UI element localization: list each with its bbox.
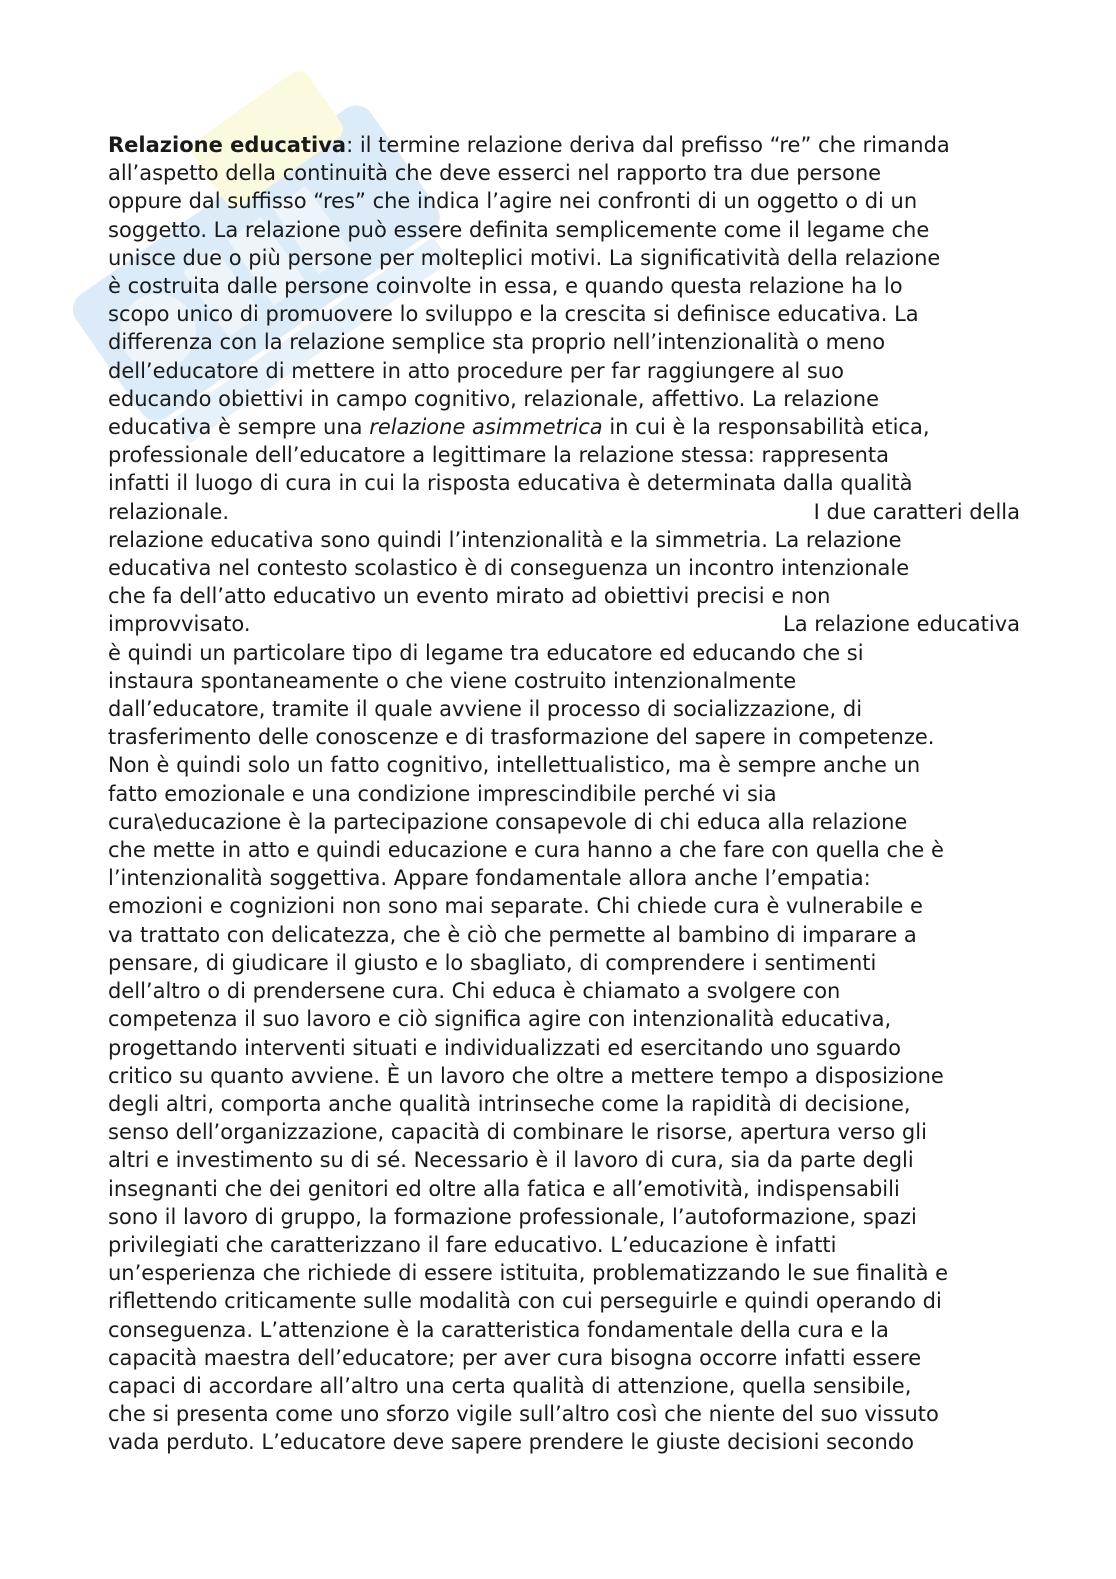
text-line: oppure dal suffisso “res” che indica l’agire nei confronti di un oggetto o di un	[108, 189, 918, 214]
text-line: è costruita dalle persone coinvolte in essa, e quando questa relazione ha lo	[108, 274, 903, 299]
text-line: un’esperienza che richiede di essere istituita, problematizzando le sue finalità e	[108, 1261, 949, 1286]
text-line: dell’altro o di prendersene cura. Chi educa è chiamato a svolgere con	[108, 979, 841, 1004]
text-line: degli altri, comporta anche qualità intrinseche come la rapidità di decisione,	[108, 1091, 911, 1116]
text-line: relazione educativa sono quindi l’intenzionalità e la simmetria. La relazione	[108, 527, 902, 552]
text-line: educando obiettivi in campo cognitivo, relazionale, affettivo. La relazione	[108, 386, 879, 411]
text-fragment: relazionale.	[108, 499, 230, 524]
text-fragment: in cui è la responsabilità etica,	[602, 415, 930, 440]
text-line: capacità maestra dell’educatore; per aver cura bisogna occorre infatti essere	[108, 1345, 922, 1370]
document-body	[108, 131, 1020, 1457]
text-fragment: La relazione educativa	[783, 612, 1020, 637]
text-line: conseguenza. L’attenzione è la caratteristica fondamentale della cura e la	[108, 1317, 889, 1342]
text-line	[108, 498, 1020, 526]
text-line: all’aspetto della continuità che deve esserci nel rapporto tra due persone	[108, 161, 882, 186]
text-line: l’intenzionalità soggettiva. Appare fondamentale allora anche l’empatia:	[108, 866, 871, 891]
text-line: fatto emozionale e una condizione imprescindibile perché vi sia	[108, 781, 777, 806]
text-line: senso dell’organizzazione, capacità di combinare le risorse, apertura verso gli	[108, 1120, 927, 1145]
text-line: vada perduto. L’educatore deve sapere prendere le giuste decisioni secondo	[108, 1430, 914, 1455]
text-line: emozioni e cognizioni non sono mai separate. Chi chiede cura è vulnerabile e	[108, 894, 923, 919]
text-line: infatti il luogo di cura in cui la risposta educativa è determinata dalla qualità	[108, 471, 913, 496]
text-line: pensare, di giudicare il giusto e lo sbagliato, di comprendere i sentimenti	[108, 950, 877, 975]
text-line: cura\educazione è la partecipazione consapevole di chi educa alla relazione	[108, 809, 908, 834]
text-line: insegnanti che dei genitori ed oltre alla fatica e all’emotività, indispensabili	[108, 1176, 900, 1201]
text-line: capaci di accordare all’altro una certa qualità di attenzione, quella sensibile,	[108, 1373, 912, 1398]
text-line: Non è quindi solo un fatto cognitivo, intellettualistico, ma è sempre anche un	[108, 753, 921, 778]
text-line: che mette in atto e quindi educazione e cura hanno a che fare con quella che è	[108, 838, 944, 863]
text-fragment: I due caratteri della	[813, 499, 1020, 524]
italic-term: relazione asimmetrica	[369, 415, 603, 440]
text-line: educativa nel contesto scolastico è di conseguenza un incontro intenzionale	[108, 556, 910, 581]
text-line	[108, 413, 1020, 441]
text-line: soggetto. La relazione può essere definita semplicemente come il legame che	[108, 217, 930, 242]
text-line: scopo unico di promuovere lo sviluppo e la crescita si definisce educativa. La	[108, 302, 919, 327]
text-line: competenza il suo lavoro e ciò significa agire con intenzionalità educativa,	[108, 1007, 892, 1032]
text-line: critico su quanto avviene. È un lavoro che oltre a mettere tempo a disposizione	[108, 1063, 944, 1088]
text-line: altri e investimento su di sé. Necessario è il lavoro di cura, sia da parte degli	[108, 1148, 914, 1173]
text-line	[108, 610, 1020, 638]
text-fragment: improvvisato.	[108, 612, 251, 637]
text-fragment: educativa è sempre una	[108, 415, 370, 440]
section-title: Relazione educativa	[108, 133, 347, 157]
text-line: dell’educatore di mettere in atto procedure per far raggiungere al suo	[108, 358, 844, 383]
text-line: professionale dell’educatore a legittimare la relazione stessa: rappresenta	[108, 443, 890, 468]
text-line: privilegiati che caratterizzano il fare educativo. L’educazione è infatti	[108, 1232, 837, 1257]
text-line: progettando interventi situati e individualizzati ed esercitando uno sguardo	[108, 1035, 901, 1060]
text-line: che fa dell’atto educativo un evento mirato ad obiettivi precisi e non	[108, 584, 831, 609]
text-line: che si presenta come uno sforzo vigile sull’altro così che niente del suo vissuto	[108, 1402, 939, 1427]
text-line: sono il lavoro di gruppo, la formazione professionale, l’autoformazione, spazi	[108, 1204, 917, 1229]
text-fragment: : il termine relazione deriva dal prefisso “re” che rimanda	[346, 133, 950, 157]
text-line: unisce due o più persone per molteplici motivi. La significatività della relazione	[108, 245, 941, 270]
text-line: differenza con la relazione semplice sta proprio nell’intenzionalità o meno	[108, 330, 886, 355]
text-line	[108, 131, 1020, 159]
text-line: è quindi un particolare tipo di legame tra educatore ed educando che si	[108, 640, 864, 665]
text-line: instaura spontaneamente o che viene costruito intenzionalmente	[108, 668, 797, 693]
text-line: dall’educatore, tramite il quale avviene il processo di socializzazione, di	[108, 697, 863, 722]
text-line: va trattato con delicatezza, che è ciò che permette al bambino di imparare a	[108, 922, 917, 947]
text-line: trasferimento delle conoscenze e di trasformazione del sapere in competenze.	[108, 725, 935, 750]
text-line: riflettendo criticamente sulle modalità con cui perseguirle e quindi operando di	[108, 1289, 942, 1314]
